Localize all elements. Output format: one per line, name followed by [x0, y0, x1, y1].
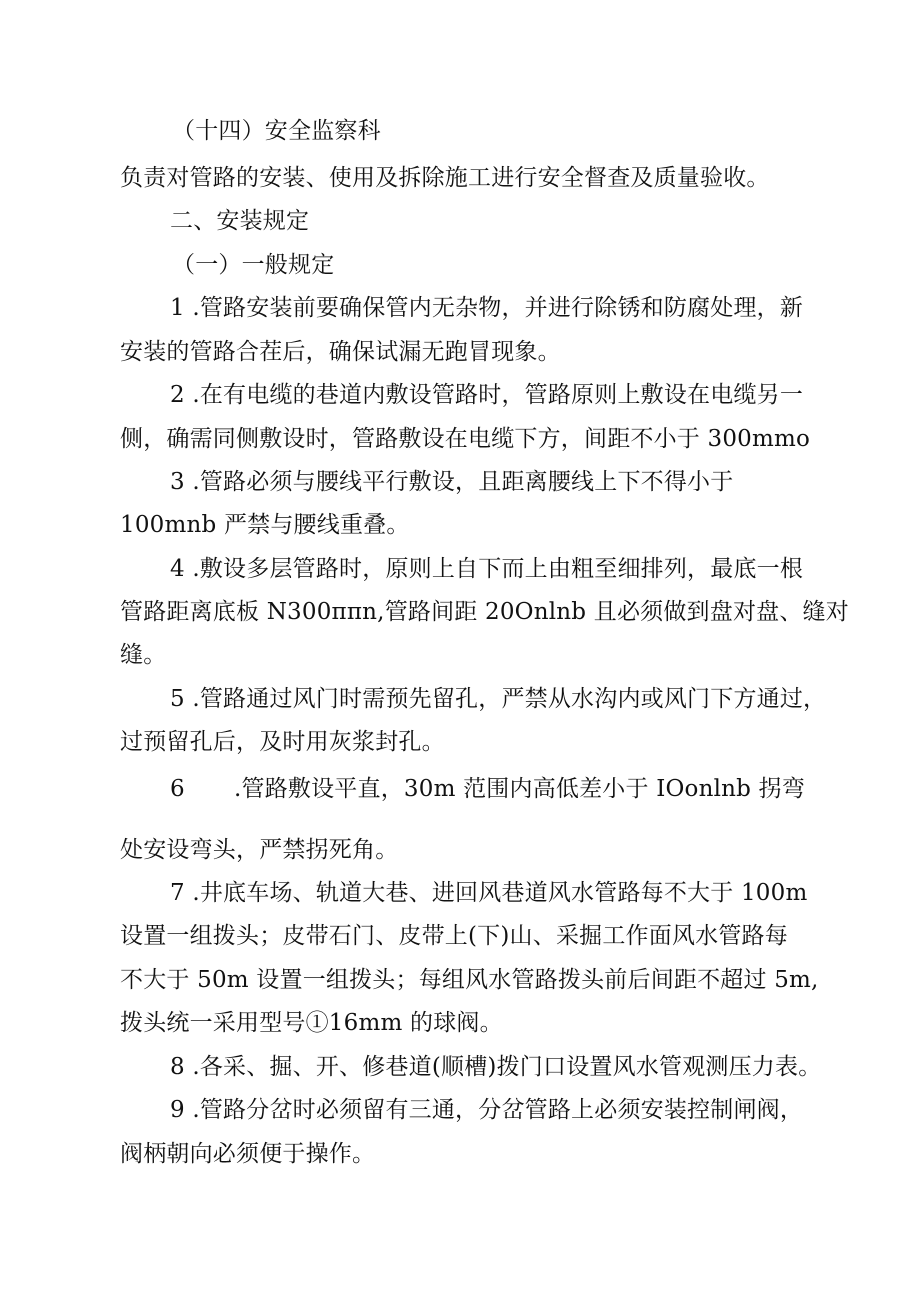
list-item-5: 5 .管路通过风门时需预先留孔，严禁从水沟内或风门下方通过，: [170, 686, 827, 712]
list-item-1: 1 .管路安装前要确保管内无杂物，并进行除锈和防腐处理，新: [170, 295, 804, 321]
list-item-3: 3 .管路必须与腰线平行敷设，且距离腰线上下不得小于: [170, 469, 734, 495]
list-item-7-continued: 设置一组拨头；皮带石门、皮带上(下)山、采掘工作面风水管路每: [120, 923, 788, 949]
list-item-4-continued: 管路距离底板 N300ππn,管路间距 20Onlnb 且必须做到盘对盘、缝对: [120, 599, 849, 625]
list-item-6-number: 6: [170, 776, 185, 802]
list-item-7-continued-3: 拨头统一采用型号①16mm 的球阀。: [120, 1010, 503, 1036]
list-item-9-continued: 阀柄朝向必须便于操作。: [120, 1141, 376, 1167]
list-item-6-continued: 处安设弯头，严禁拐死角。: [120, 837, 399, 863]
heading-safety-supervision: （十四）安全监察科: [172, 118, 381, 144]
list-item-5-continued: 过预留孔后，及时用灰浆封孔。: [120, 729, 445, 755]
list-item-2: 2 .在有电缆的巷道内敷设管路时，管路原则上敷设在电缆另一: [170, 382, 804, 408]
list-item-1-continued: 安装的管路合茬后，确保试漏无跑冒现象。: [120, 339, 561, 365]
section-heading-installation: 二、安装规定: [170, 208, 310, 234]
list-item-7-continued-2: 不大于 50m 设置一组拨头；每组风水管路拨头前后间距不超过 5m,: [120, 967, 819, 993]
list-item-3-continued: 100mnb 严禁与腰线重叠。: [120, 512, 410, 538]
list-item-6: [170, 774, 805, 804]
list-item-8: 8 .各采、掘、开、修巷道(顺槽)拨门口设置风水管观测压力表。: [170, 1054, 822, 1080]
list-item-4-continued-2: 缝。: [120, 642, 167, 668]
list-item-6-text: .管路敷设平直，30m 范围内高低差小于 IOonlnb 拐弯: [234, 776, 806, 802]
list-item-2-continued: 侧，确需同侧敷设时，管路敷设在电缆下方，间距不小于 300mmo: [120, 426, 811, 452]
paragraph-line: 负责对管路的安装、使用及拆除施工进行安全督查及质量验收。: [120, 165, 770, 191]
list-item-9: 9 .管路分岔时必须留有三通，分岔管路上必须安装控制闸阀，: [170, 1097, 804, 1123]
list-item-4: 4 .敷设多层管路时，原则上自下而上由粗至细排列，最底一根: [170, 556, 804, 582]
list-item-7: 7 .井底车场、轨道大巷、进回风巷道风水管路每不大于 100m: [170, 880, 808, 906]
subsection-heading-general: （一）一般规定: [172, 252, 335, 278]
